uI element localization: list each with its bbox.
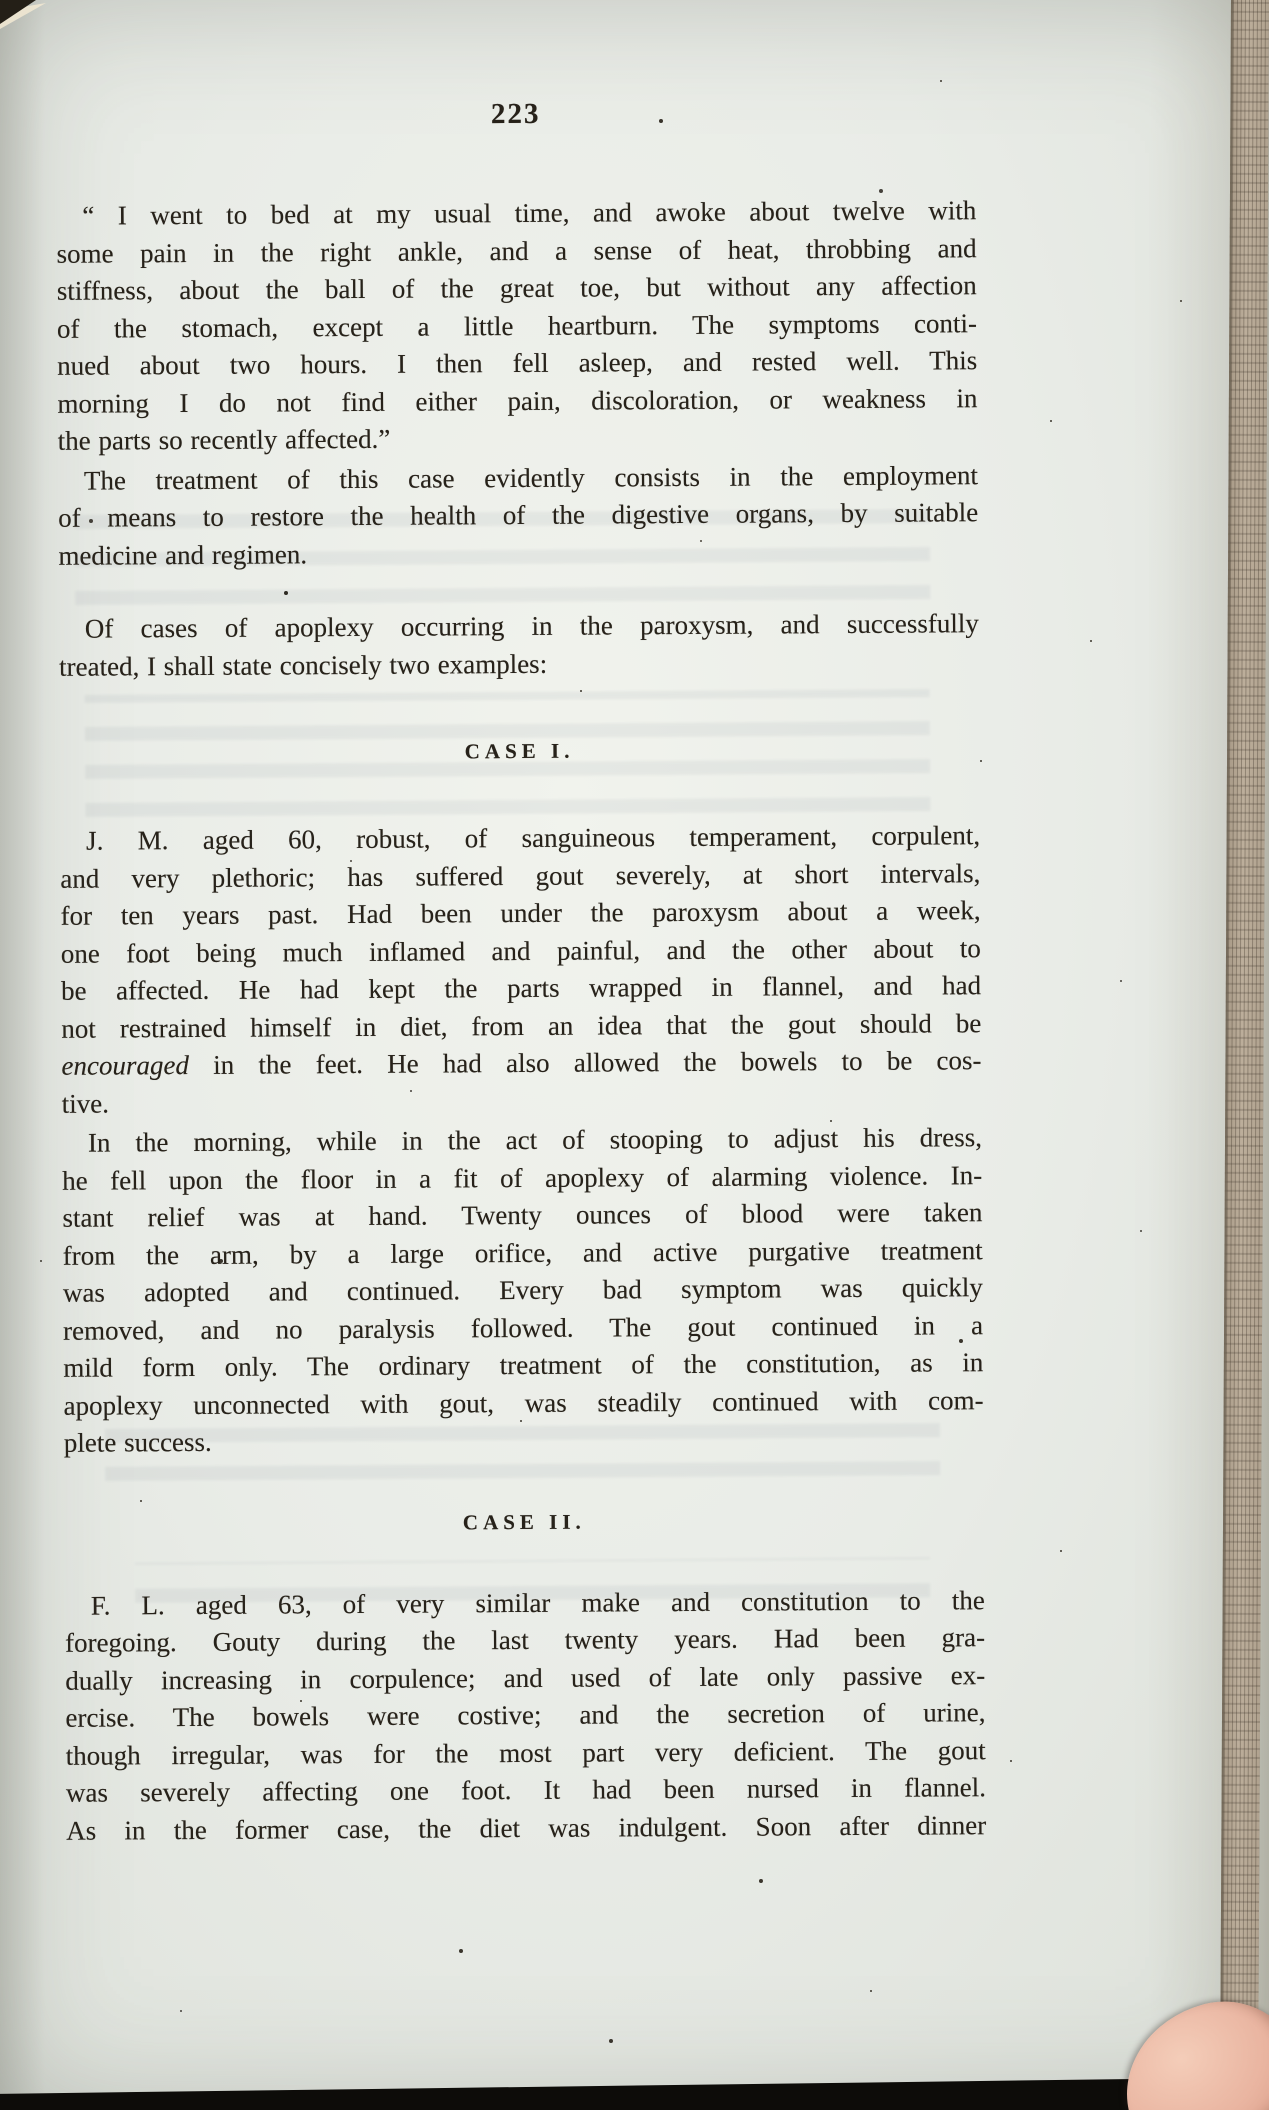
text-line: nued about two hours. I then fell asleep, and rested well. This <box>57 345 978 381</box>
page-number: 223 <box>490 97 541 131</box>
text-line: ercise. The bowels were costive; and the secretion of urine, <box>65 1697 986 1733</box>
text-line: tive. <box>61 1088 110 1119</box>
case-1-paragraph-1 <box>60 817 982 1123</box>
case-1-heading: CASE I. <box>464 738 575 764</box>
text-line: As in the former case, the diet was indulgent. Soon after dinner <box>66 1809 987 1846</box>
text-line: the parts so recently affected.” <box>57 423 391 456</box>
text-line: foregoing. Gouty during the last twenty years. Had been gra- <box>64 1622 986 1658</box>
text-line: from the arm, by a large orifice, and active purgative treatment <box>62 1234 983 1271</box>
text-line: was severely affecting one foot. It had been nursed in flannel. <box>65 1772 987 1808</box>
treatment-paragraph <box>58 457 979 575</box>
text-line: be affected. He had kept the parts wrapped in flannel, and had <box>60 970 982 1006</box>
text-line: medicine and regimen. <box>58 538 308 571</box>
case-1-paragraph-2 <box>62 1119 984 1462</box>
scan-bottom-edge <box>0 2077 1269 2110</box>
intro-paragraph <box>59 605 979 686</box>
text-line: treated, I shall state concisely two examples: <box>58 648 548 682</box>
text-column <box>55 0 986 1850</box>
text-line: Of cases of apoplexy occurring in the paroxysm, and successfully <box>84 608 979 644</box>
text-line: he fell upon the floor in a fit of apoplexy of alarming violence. In- <box>62 1159 983 1196</box>
text-line: mild form only. The ordinary treatment of the constitution, as in <box>63 1347 984 1383</box>
text-line: encouraged in the feet. He had also allowed the bowels to be cos- <box>61 1045 982 1081</box>
text-line: removed, and no paralysis followed. The gout continued in a <box>63 1309 984 1346</box>
text-line: stant relief was at hand. Twenty ounces of blood were taken <box>62 1197 983 1233</box>
text-line: of the stomach, except a little heartburn. The symptoms conti- <box>56 307 978 344</box>
text-line: apoplexy unconnected with gout, was steadily continued with com- <box>63 1384 984 1421</box>
quoted-account-paragraph <box>56 192 978 460</box>
book-edge-texture <box>1220 0 1269 2110</box>
text-line: plete success. <box>63 1426 212 1458</box>
text-line: The treatment of this case evidently consists in the employment <box>83 459 978 496</box>
text-line: J. M. aged 60, robust, of sanguineous temperament, corpulent, <box>86 820 981 856</box>
corner-shadow <box>0 0 36 24</box>
text-line: stiffness, about the ball of the great toe, but without any affection <box>56 270 977 306</box>
text-line: F. L. aged 63, of very similar make and constitution to the <box>90 1584 985 1621</box>
text-line: In the morning, while in the act of stooping to adjust his dress, <box>87 1122 983 1158</box>
text-line: was adopted and continued. Every bad symptom was quickly <box>62 1272 983 1308</box>
text-line: for ten years past. Had been under the paroxysm about a week, <box>60 895 981 931</box>
case-2-heading: CASE II. <box>462 1509 586 1534</box>
text-line: morning I do not find either pain, discoloration, or weakness in <box>57 382 978 419</box>
text-line: though irregular, was for the most part very deficient. The gout <box>65 1734 986 1771</box>
text-line: dually increasing in corpulence; and used of late only passive ex- <box>65 1659 986 1696</box>
text-line: “ I went to bed at my usual time, and awoke about twelve with <box>82 195 977 231</box>
text-line: some pain in the right ankle, and a sense of heat, throbbing and <box>56 232 977 269</box>
text-line: one foot being much inflamed and painful, and the other about to <box>60 932 981 969</box>
text-line: and very plethoric; has suffered gout severely, at short intervals, <box>60 857 981 894</box>
text-line: not restrained himself in diet, from an idea that the gout should be <box>61 1007 982 1044</box>
text-line: of means to restore the health of the digestive organs, by suitable <box>58 497 979 533</box>
case-2-paragraph-1 <box>65 1582 987 1850</box>
